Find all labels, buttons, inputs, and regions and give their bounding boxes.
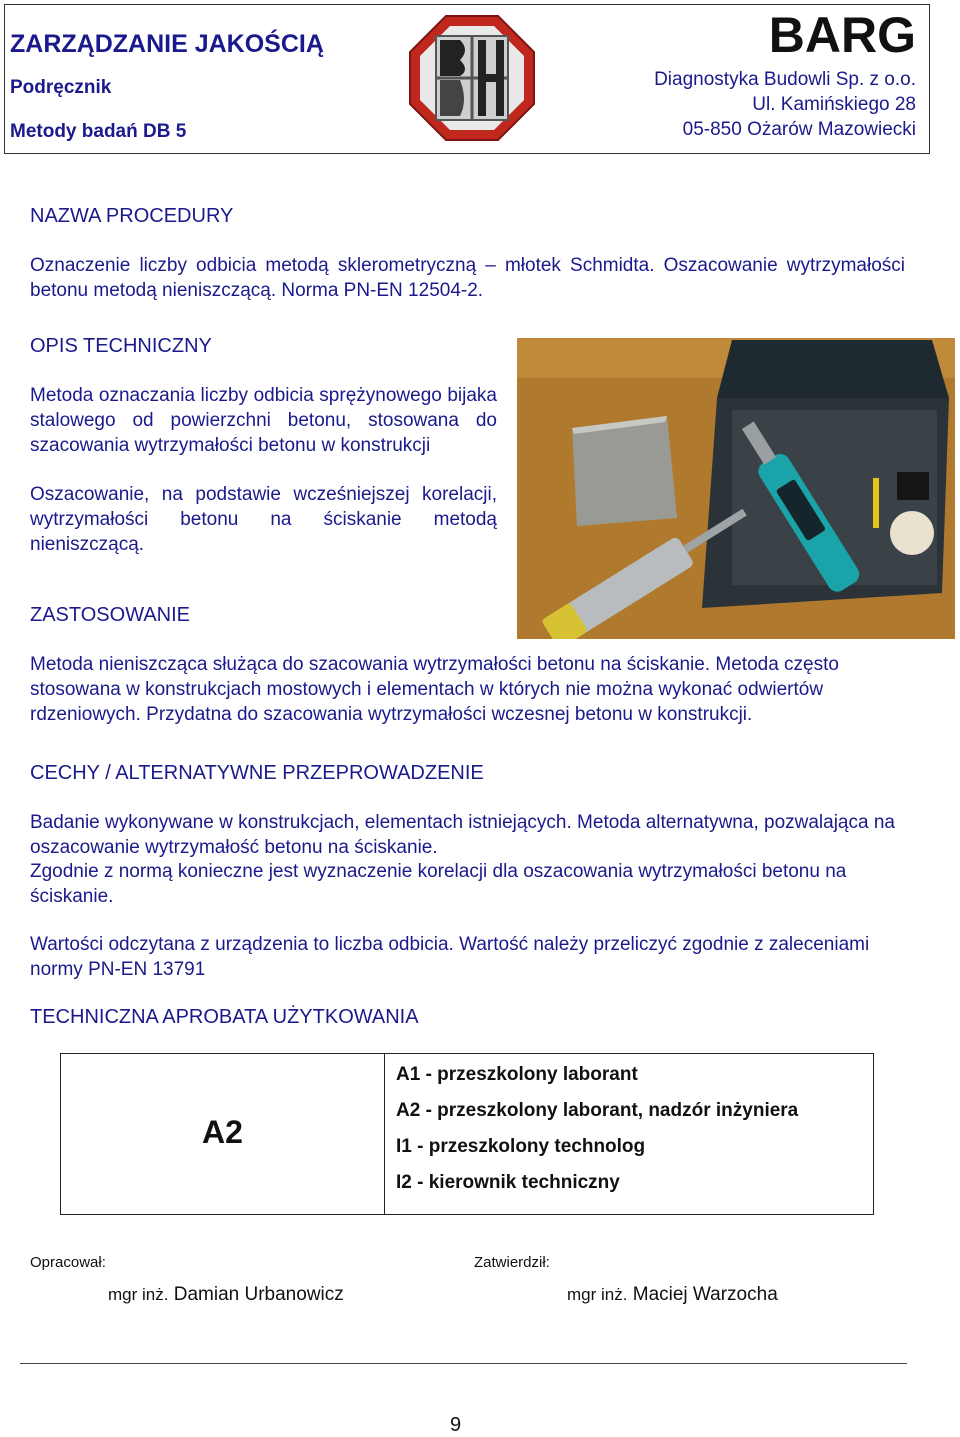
page-number: 9: [450, 1414, 462, 1436]
company-city: 05-850 Ożarów Mazowiecki: [682, 119, 916, 140]
footer-divider: [20, 1363, 907, 1364]
procedure-heading: NAZWA PROCEDURY: [30, 205, 234, 227]
features-paragraph-3: Wartości odczytana z urządzenia to liczba odbicia. Wartość należy przeliczyć zgodnie z zaleceniami normy PN-EN 13791: [30, 934, 870, 980]
header-title: ZARZĄDZANIE JAKOŚCIĄ: [10, 30, 324, 58]
approved-signature: [567, 1284, 778, 1306]
technical-paragraph-2: Oszacowanie, na podstawie wcześniejszej korelacji, wytrzymałości betonu na ściskanie metodą nieniszczącą.: [30, 484, 497, 555]
technical-paragraph-1: Metoda oznaczania liczby odbicia sprężynowego bijaka stalowego od powierzchni betonu, stosowana do szacowania wytrzymałości betonu w konstrukcji: [30, 385, 497, 456]
approval-role-a2: A2 - przeszkolony laborant, nadzór inżyniera: [396, 1100, 799, 1121]
approval-role-i2: I2 - kierownik techniczny: [396, 1172, 620, 1193]
prepared-signature: [108, 1284, 344, 1306]
approval-table: [60, 1053, 874, 1215]
approved-title: mgr inż.: [567, 1285, 628, 1304]
brand-name: BARG: [768, 7, 916, 63]
approval-heading: TECHNICZNA APROBATA UŻYTKOWANIA: [30, 1006, 419, 1028]
schmidt-hammer-photo: [517, 338, 955, 639]
header-subtitle: Podręcznik: [10, 77, 112, 98]
approved-name: Maciej Warzocha: [632, 1284, 778, 1305]
prepared-name: Damian Urbanowicz: [173, 1284, 344, 1305]
approval-role-a1: A1 - przeszkolony laborant: [396, 1064, 638, 1085]
company-logo: [408, 14, 536, 142]
company-name: Diagnostyka Budowli Sp. z o.o.: [654, 69, 916, 90]
technical-heading: OPIS TECHNICZNY: [30, 335, 212, 357]
approval-code: A2: [202, 1114, 243, 1150]
application-heading: ZASTOSOWANIE: [30, 604, 191, 626]
prepared-label: Opracował:: [30, 1254, 106, 1271]
company-street: Ul. Kamińskiego 28: [752, 94, 916, 115]
procedure-text: Oznaczenie liczby odbicia metodą sklerometryczną – młotek Schmidta. Oszacowanie wytrzymałości betonu metodą nieniszczącą. Norma PN-EN 12504-2.: [30, 255, 905, 301]
features-paragraph-1: Badanie wykonywane w konstrukcjach, elementach istniejących. Metoda alternatywna, pozwalająca na oszacowanie wytrzymałość betonu na ściskanie.: [30, 812, 895, 858]
header-section: Metody badań DB 5: [10, 121, 187, 142]
features-paragraph-2: Zgodnie z normą konieczne jest wyznaczenie korelacji dla oszacowania wytrzymałości betonu na ściskanie.: [30, 861, 847, 907]
approval-role-i1: I1 - przeszkolony technolog: [396, 1136, 646, 1157]
approved-label: Zatwierdził:: [474, 1254, 550, 1271]
features-heading: CECHY / ALTERNATYWNE PRZEPROWADZENIE: [30, 762, 484, 784]
application-text: Metoda nieniszcząca służąca do szacowania wytrzymałości betonu na ściskanie. Metoda często stosowana w konstrukcjach mostowych i elementach w których nie można wykonać odwiertów rdzeniowych. Przydatna do szacowania wytrzymałości wczesnej betonu w konstrukcji.: [30, 654, 839, 725]
prepared-title: mgr inż.: [108, 1285, 169, 1304]
